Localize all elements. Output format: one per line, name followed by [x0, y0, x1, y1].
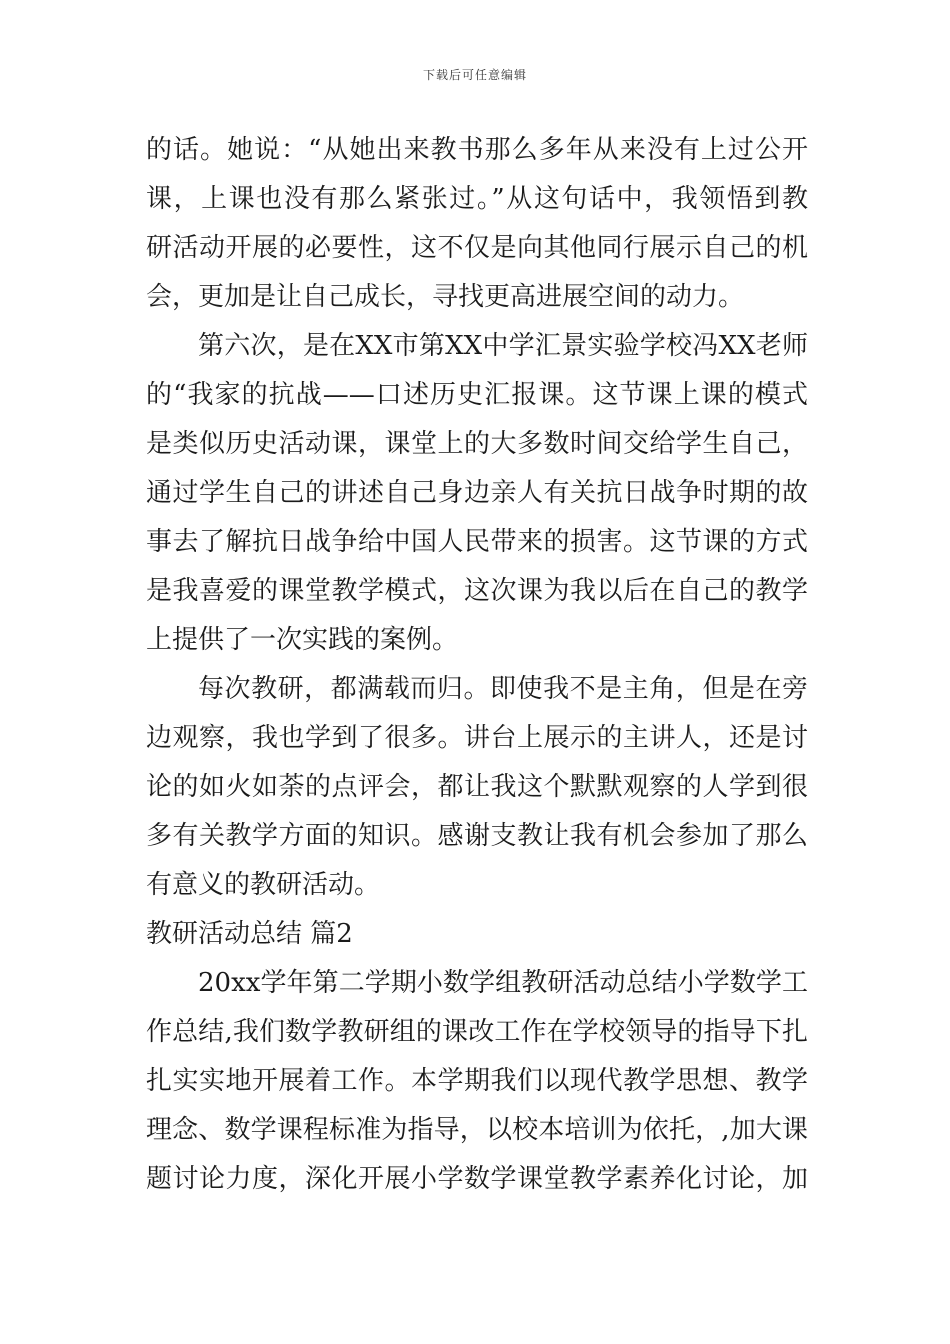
document-body — [146, 126, 808, 1204]
text-line: 理念、数学课程标准为指导，以校本培训为依托，,加大课 — [146, 1115, 808, 1145]
text-line: 论的如火如荼的点评会，都让我这个默默观察的人学到很 — [146, 772, 808, 802]
text-line: 20xx学年第二学期小数学组教研活动总结小学数学工 — [198, 968, 808, 998]
text-line: 是类似历史活动课，课堂上的大多数时间交给学生自己， — [146, 429, 808, 459]
text-line: 会，更加是让自己成长，寻找更高进展空间的动力。 — [146, 282, 745, 312]
text-line: 是我喜爱的课堂教学模式，这次课为我以后在自己的教学 — [146, 576, 808, 606]
text-line: 的“我家的抗战——口述历史汇报课。这节课上课的模式 — [146, 380, 808, 410]
text-line: 作总结,我们数学教研组的课改工作在学校领导的指导下扎 — [146, 1017, 808, 1047]
text-line: 上提供了一次实践的案例。 — [146, 625, 459, 655]
section-heading: 教研活动总结 篇2 — [146, 919, 353, 949]
text-line: 扎实实地开展着工作。本学期我们以现代教学思想、教学 — [146, 1066, 808, 1096]
text-line: 题讨论力度，深化开展小学数学课堂教学素养化讨论，加 — [146, 1164, 808, 1194]
text-line: 事去了解抗日战争给中国人民带来的损害。这节课的方式 — [146, 527, 808, 557]
text-line: 有意义的教研活动。 — [146, 870, 381, 900]
text-line: 多有关教学方面的知识。感谢支教让我有机会参加了那么 — [146, 821, 808, 851]
text-line: 边观察，我也学到了很多。讲台上展示的主讲人，还是讨 — [146, 723, 808, 753]
text-line: 每次教研，都满载而归。即使我不是主角，但是在旁 — [198, 674, 808, 704]
text-line: 课，上课也没有那么紧张过。”从这句话中，我领悟到教 — [146, 184, 808, 214]
text-line: 通过学生自己的讲述自己身边亲人有关抗日战争时期的故 — [146, 478, 808, 508]
text-line: 第六次，是在XX市第XX中学汇景实验学校冯XX老师 — [198, 331, 808, 361]
text-line: 研活动开展的必要性，这不仅是向其他同行展示自己的机 — [146, 233, 808, 263]
page-header: 下载后可任意编辑 — [422, 68, 527, 82]
text-line: 的话。她说：“从她出来教书那么多年从来没有上过公开 — [146, 135, 808, 165]
